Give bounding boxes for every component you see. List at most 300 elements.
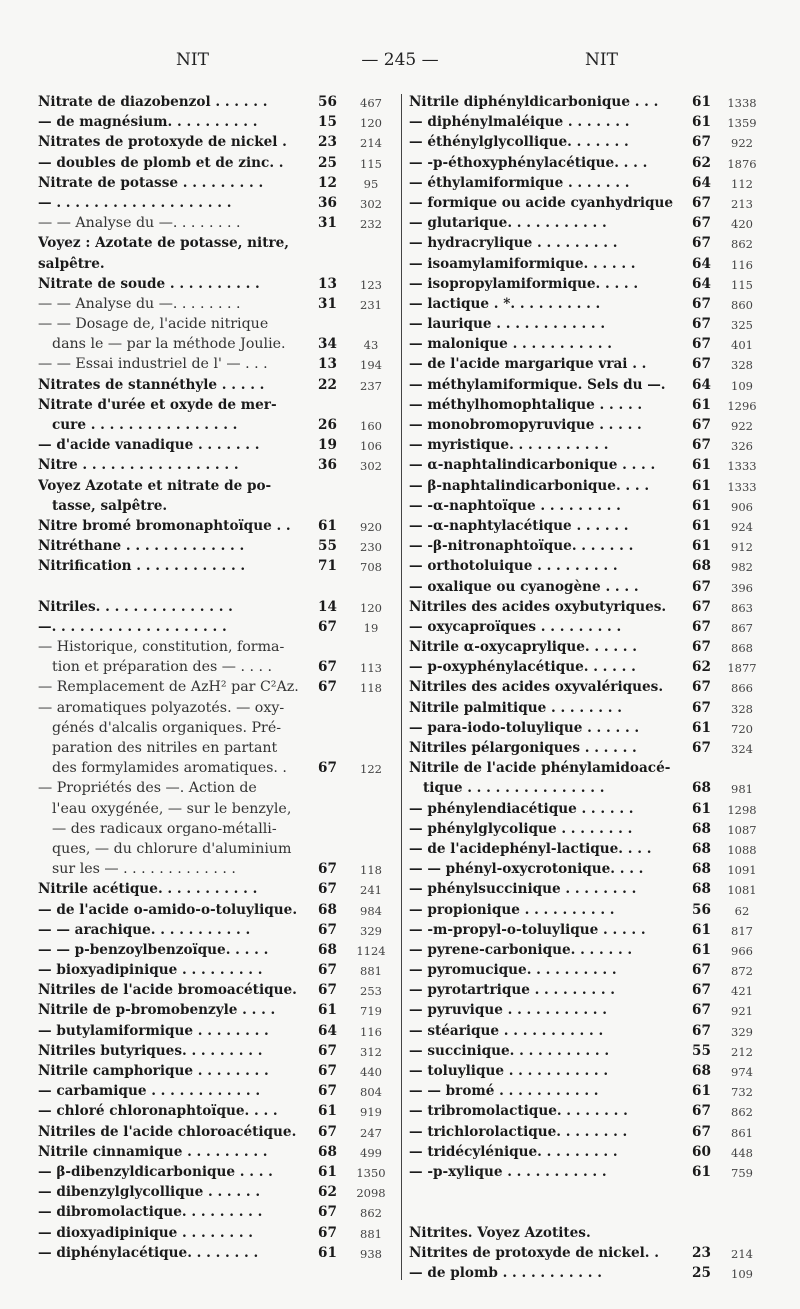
index-entry (409, 778, 765, 798)
index-entry (409, 536, 765, 556)
entry-volume: 55 (692, 1042, 711, 1059)
entry-page: 862 (731, 1105, 753, 1120)
index-entry (38, 536, 403, 556)
entry-page: 62 (734, 903, 750, 918)
index-entry (38, 233, 403, 253)
entry-page: 115 (360, 156, 382, 171)
entry-volume: 67 (692, 316, 711, 333)
index-entry (409, 132, 765, 152)
entry-page: 1091 (727, 863, 757, 878)
index-entry (38, 153, 403, 173)
entry-page: 312 (360, 1044, 382, 1059)
index-entry (409, 294, 765, 314)
entry-text: Nitriles de l'acide bromoacétique. (38, 982, 297, 999)
entry-volume: 68 (318, 901, 337, 918)
entry-volume: 67 (692, 194, 711, 211)
index-entry (409, 1081, 765, 1101)
entry-volume: 67 (318, 1204, 337, 1221)
entry-text: Nitrites de protoxyde de nickel. . (409, 1244, 660, 1261)
index-entry (38, 496, 403, 516)
entry-text: paration des nitriles en partant (52, 740, 278, 756)
entry-page: 759 (731, 1165, 753, 1180)
index-entry (409, 718, 765, 738)
entry-volume: 67 (692, 215, 711, 232)
entry-volume: 68 (692, 558, 711, 575)
entry-text: — laurique . . . . . . . . . . . . (409, 316, 606, 333)
index-entry (38, 435, 403, 455)
entry-page: 868 (731, 641, 753, 656)
entry-text: — — arachique. . . . . . . . . . . (38, 921, 251, 938)
entry-text: Nitriles butyriques. . . . . . . . . (38, 1042, 263, 1059)
entry-page: 981 (731, 782, 753, 797)
entry-volume: 67 (692, 1123, 711, 1140)
entry-text: — dioxyadipinique . . . . . . . . (38, 1224, 254, 1241)
entry-page: 120 (360, 116, 382, 131)
entry-text: Nitrate de soude . . . . . . . . . . (38, 275, 260, 292)
index-entry (409, 738, 765, 758)
entry-text: — isopropylamiformique. . . . . (409, 275, 639, 292)
entry-volume: 67 (318, 1042, 337, 1059)
entry-page: 212 (731, 1044, 753, 1059)
entry-text: sur les — . . . . . . . . . . . . . (52, 861, 236, 878)
entry-volume: 67 (692, 639, 711, 656)
entry-text: — stéarique . . . . . . . . . . . (409, 1022, 604, 1039)
index-entry (38, 395, 403, 415)
entry-volume: 67 (692, 1103, 711, 1120)
entry-page: 862 (360, 1206, 382, 1221)
entry-volume: 67 (318, 1063, 337, 1079)
index-entry (409, 657, 765, 677)
index-entry (38, 294, 403, 314)
entry-text: — isoamylamiformique. . . . . . (409, 255, 636, 272)
index-entry (409, 577, 765, 597)
index-entry (409, 960, 765, 980)
entry-page: 912 (731, 540, 753, 555)
entry-text: — malonique . . . . . . . . . . . (409, 336, 612, 353)
entry-text: tion et préparation des — . . . . (52, 659, 273, 676)
entry-volume: 55 (318, 538, 337, 555)
entry-text: Nitrile camphorique . . . . . . . . (38, 1063, 269, 1079)
index-entry (38, 1041, 403, 1061)
entry-page: 109 (731, 1266, 753, 1281)
entry-volume: 68 (692, 881, 711, 898)
entry-text: — — p-benzoylbenzoïque. . . . . (38, 941, 269, 958)
entry-page: 924 (731, 519, 753, 534)
entry-page: 19 (363, 620, 379, 635)
index-entry (409, 112, 765, 132)
index-entry (409, 1223, 765, 1243)
index-entry (38, 637, 403, 657)
entry-text: ques, — du chlorure d'aluminium (52, 840, 292, 857)
entry-text: — méthylhomophtalique . . . . . (409, 396, 643, 413)
entry-volume: 61 (692, 538, 711, 555)
entry-page: 160 (360, 419, 382, 433)
index-entry (409, 1263, 765, 1283)
index-entry (38, 1243, 403, 1263)
entry-page: 1296 (727, 398, 757, 413)
entry-text: Nitrile acétique. . . . . . . . . . . (38, 881, 258, 898)
index-entry (38, 415, 403, 435)
entry-text: Nitriles de l'acide chloroacétique. (38, 1123, 297, 1140)
entry-text: — phénylsuccinique . . . . . . . . (409, 881, 637, 898)
entry-text: — -α-naphtoïque . . . . . . . . . (409, 497, 621, 514)
entry-text: — lactique . *. . . . . . . . . . (409, 295, 601, 312)
entry-text: — oxycaproïques . . . . . . . . . (409, 618, 622, 635)
entry-text: Nitriles des acides oxybutyriques. (409, 598, 667, 615)
entry-volume: 67 (692, 336, 711, 353)
index-entry (409, 879, 765, 899)
entry-page: 122 (360, 762, 382, 777)
entry-volume: 23 (692, 1244, 711, 1261)
entry-volume: 61 (318, 1103, 337, 1120)
entry-volume: 68 (692, 1063, 711, 1079)
entry-volume: 25 (692, 1264, 711, 1281)
entry-text: génés d'alcalis organiques. Pré- (52, 719, 282, 736)
entry-page: 862 (731, 237, 753, 252)
entry-page: 1298 (727, 802, 757, 817)
index-entry (38, 819, 403, 839)
column-divider (401, 94, 402, 1280)
entry-page: 213 (731, 196, 753, 211)
entry-text: Nitriles des acides oxyvalériques. (409, 679, 664, 696)
index-entry (38, 375, 403, 395)
entry-volume: 68 (318, 1143, 337, 1160)
entry-page: 881 (360, 1226, 382, 1241)
index-entry (38, 173, 403, 193)
entry-page: 112 (731, 176, 753, 191)
index-entry (409, 254, 765, 274)
index-entry (38, 476, 403, 496)
entry-text: — diphénylmaléique . . . . . . . (409, 114, 630, 131)
entry-text: — monobromopyruvique . . . . . (409, 417, 642, 433)
entry-volume: 61 (692, 517, 711, 534)
entry-volume: 56 (692, 901, 711, 918)
index-entry (38, 1162, 403, 1182)
index-entry (409, 213, 765, 233)
index-entry (38, 1182, 403, 1202)
entry-page: 2098 (356, 1186, 386, 1201)
entry-page: 1081 (727, 883, 757, 898)
index-entry (38, 758, 403, 778)
entry-page: 906 (731, 499, 753, 514)
entry-page: 1087 (727, 822, 757, 837)
entry-page: 861 (731, 1125, 753, 1140)
index-entry (409, 799, 765, 819)
index-entry (38, 980, 403, 1000)
entry-volume: 71 (318, 558, 337, 575)
entry-volume: 67 (692, 235, 711, 252)
index-entry (409, 677, 765, 697)
entry-volume: 13 (318, 356, 337, 373)
index-entry (38, 516, 403, 536)
entry-text: — pyruvique . . . . . . . . . . . (409, 1002, 607, 1019)
entry-volume: 34 (318, 336, 337, 353)
entry-text: — bioxyadipinique . . . . . . . . . (38, 962, 263, 979)
entry-page: 118 (360, 681, 382, 696)
index-entry (38, 920, 403, 940)
entry-text: Nitrates de stannéthyle . . . . . (38, 376, 265, 393)
entry-text: — glutarique. . . . . . . . . . . (409, 215, 607, 232)
index-entry (409, 92, 765, 112)
index-entry (38, 334, 403, 354)
entry-page: 123 (360, 277, 382, 292)
index-entry (409, 637, 765, 657)
entry-text: Voyez : Azotate de potasse, nitre, (38, 235, 290, 252)
right-column (409, 92, 765, 1282)
header-right: NIT (585, 50, 618, 70)
page-number: — 245 — (361, 50, 439, 70)
entry-text: — -p-éthoxyphénylacétique. . . . (409, 154, 648, 171)
entry-text: — orthotoluique . . . . . . . . . (409, 558, 618, 575)
entry-volume: 56 (318, 94, 337, 110)
entry-text: — para-iodo-toluylique . . . . . . (409, 719, 640, 736)
index-entry (38, 455, 403, 475)
entry-volume: 67 (318, 659, 337, 676)
entry-text: — α-naphtalindicarbonique . . . . (409, 457, 656, 474)
entry-page: 922 (731, 419, 753, 433)
entry-volume: 67 (692, 356, 711, 373)
entry-volume: 64 (692, 275, 711, 292)
index-entry (409, 1162, 765, 1182)
entry-volume: 67 (318, 1123, 337, 1140)
entry-text: — aromatiques polyazotés. — oxy- (38, 699, 285, 716)
entry-page: 708 (360, 560, 382, 575)
index-entry (38, 92, 403, 112)
entry-text: Nitrites. Voyez Azotites. (409, 1224, 591, 1241)
entry-volume: 62 (318, 1184, 337, 1201)
index-entry (38, 193, 403, 213)
index-entry (38, 254, 403, 274)
entry-text: des formylamides aromatiques. . (52, 760, 287, 777)
entry-text: — — Dosage de, l'acide nitrique (38, 316, 269, 333)
entry-text: Nitrile palmitique . . . . . . . . (409, 699, 622, 716)
entry-volume: 67 (692, 1002, 711, 1019)
index-entry (38, 597, 403, 617)
entry-page: 247 (360, 1125, 382, 1140)
entry-text: — de l'acidephényl-lactique. . . . (409, 840, 652, 857)
index-entry (409, 556, 765, 576)
entry-text: — — Essai industriel de l' — . . . (38, 356, 268, 373)
entry-volume: 67 (318, 921, 337, 938)
entry-page: 95 (363, 176, 379, 191)
entry-page: 1124 (356, 943, 386, 958)
entry-page: 420 (731, 217, 753, 232)
entry-text: — hydracrylique . . . . . . . . . (409, 235, 618, 252)
entry-text: — de magnésium. . . . . . . . . . (38, 114, 258, 131)
entry-page: 328 (731, 701, 753, 716)
index-entry (409, 334, 765, 354)
entry-volume: 67 (692, 295, 711, 312)
entry-text: — — Analyse du —. . . . . . . . (38, 295, 241, 312)
entry-text: — Propriétés des —. Action de (38, 780, 257, 797)
entry-volume: 61 (318, 1002, 337, 1019)
entry-page: 448 (731, 1145, 753, 1160)
entry-text: — diphénylacétique. . . . . . . . (38, 1244, 259, 1261)
entry-text: — -m-propyl-o-toluylique . . . . . (409, 921, 646, 938)
index-entry (409, 415, 765, 435)
index-entry (38, 677, 403, 697)
entry-text: — chloré chloronaphtoïque. . . . (38, 1103, 278, 1120)
entry-text: dans le — par la méthode Joulie. (52, 336, 286, 353)
entry-text: Nitrate de potasse . . . . . . . . . (38, 174, 264, 191)
entry-text: — succinique. . . . . . . . . . . (409, 1042, 610, 1059)
index-entry (38, 960, 403, 980)
entry-page: 1338 (727, 96, 757, 110)
entry-volume: 60 (692, 1143, 711, 1160)
entry-volume: 67 (318, 861, 337, 878)
entry-text: — — bromé . . . . . . . . . . . (409, 1083, 599, 1100)
entry-text: — oxalique ou cyanogène . . . . (409, 578, 639, 595)
index-entry (409, 597, 765, 617)
entry-volume: 67 (692, 598, 711, 615)
index-entry (409, 173, 765, 193)
index-entry (409, 1041, 765, 1061)
entry-text: Nitrile de l'acide phénylamidoacé- (409, 760, 671, 777)
header-left: NIT (176, 50, 209, 70)
entry-volume: 67 (318, 881, 337, 898)
entry-text: — -α-naphtylacétique . . . . . . (409, 517, 629, 534)
entry-text: — tribromolactique. . . . . . . . (409, 1103, 628, 1120)
index-entry (409, 153, 765, 173)
entry-page: 984 (360, 903, 382, 918)
entry-page: 120 (360, 600, 382, 615)
entry-volume: 67 (318, 679, 337, 696)
entry-page: 325 (731, 318, 753, 333)
entry-text: Nitrile diphényldicarbonique . . . (409, 94, 659, 110)
entry-volume: 61 (692, 396, 711, 413)
entry-text: Nitriles. . . . . . . . . . . . . . . (38, 598, 233, 615)
entry-page: 118 (360, 863, 382, 878)
entry-volume: 36 (318, 194, 337, 211)
entry-page: 720 (731, 721, 753, 736)
entry-page: 1333 (727, 459, 757, 474)
index-entry (409, 698, 765, 718)
entry-text: — pyrotartrique . . . . . . . . . (409, 982, 616, 999)
index-entry (409, 617, 765, 637)
index-entry (409, 395, 765, 415)
entry-text: Nitrile de p-bromobenzyle . . . . (38, 1002, 276, 1019)
entry-text: — propionique . . . . . . . . . . (409, 901, 615, 918)
entry-volume: 36 (318, 457, 337, 474)
entry-volume: 64 (692, 255, 711, 272)
entry-text: — Historique, constitution, forma- (38, 639, 285, 656)
entry-page: 860 (731, 297, 753, 312)
index-entry (38, 213, 403, 233)
entry-page: 329 (360, 923, 382, 938)
index-entry (409, 375, 765, 395)
entry-page: 109 (731, 378, 753, 393)
entry-page: 241 (360, 883, 382, 898)
entry-volume: 62 (692, 154, 711, 171)
entry-text: Voyez Azotate et nitrate de po- (38, 477, 272, 494)
entry-text: Nitrile α-oxycaprylique. . . . . . (409, 639, 637, 656)
entry-page: 253 (360, 984, 382, 999)
entry-text: tique . . . . . . . . . . . . . . . (423, 780, 605, 797)
entry-page: 116 (360, 1024, 382, 1039)
index-entry (409, 193, 765, 213)
entry-text: Nitrates de protoxyde de nickel . (38, 134, 287, 151)
entry-page: 194 (360, 358, 382, 373)
entry-text: salpêtre. (38, 255, 105, 272)
blank-line (409, 1182, 765, 1202)
index-entry (38, 718, 403, 738)
index-entry (38, 274, 403, 294)
entry-volume: 67 (692, 982, 711, 999)
index-entry (409, 758, 765, 778)
entry-volume: 61 (692, 719, 711, 736)
index-entry (38, 1202, 403, 1222)
index-entry (409, 496, 765, 516)
entry-volume: 26 (318, 417, 337, 433)
entry-volume: 61 (692, 921, 711, 938)
entry-text: cure . . . . . . . . . . . . . . . . (52, 417, 238, 433)
entry-text: — — phényl-oxycrotonique. . . . (409, 861, 644, 878)
index-entry (38, 1223, 403, 1243)
entry-page: 982 (731, 560, 753, 575)
left-column (38, 92, 403, 1282)
entry-volume: 61 (318, 1244, 337, 1261)
entry-text: — de l'acide o-amido-o-toluylique. (38, 901, 298, 918)
index-entry (409, 1122, 765, 1142)
index-entry (409, 476, 765, 496)
entry-page: 1876 (727, 156, 757, 171)
entry-text: — de plomb . . . . . . . . . . . (409, 1264, 602, 1281)
entry-text: — toluylique . . . . . . . . . . . (409, 1063, 609, 1079)
entry-page: 232 (360, 217, 382, 232)
entry-volume: 67 (692, 679, 711, 696)
index-entry (38, 617, 403, 637)
entry-page: 938 (360, 1246, 382, 1261)
entry-text: — pyrene-carbonique. . . . . . . (409, 941, 633, 958)
entry-volume: 61 (318, 1163, 337, 1180)
entry-volume: 68 (692, 820, 711, 837)
entry-text: — β-dibenzyldicarbonique . . . . (38, 1163, 273, 1180)
entry-volume: 22 (318, 376, 337, 393)
index-entry (409, 1021, 765, 1041)
index-entry (409, 920, 765, 940)
index-entry (409, 274, 765, 294)
entry-volume: 67 (318, 962, 337, 979)
entry-page: 302 (360, 459, 382, 474)
index-entry (409, 1061, 765, 1081)
entry-volume: 61 (692, 1083, 711, 1100)
entry-text: — des radicaux organo-métalli- (52, 820, 277, 837)
entry-page: 214 (360, 136, 382, 151)
entry-volume: 23 (318, 134, 337, 151)
entry-text: l'eau oxygénée, — sur le benzyle, (52, 800, 292, 817)
index-entry (409, 455, 765, 475)
entry-volume: 64 (318, 1022, 337, 1039)
entry-page: 1088 (727, 842, 757, 857)
entry-text: — phénylglycolique . . . . . . . . (409, 820, 633, 837)
index-entry (38, 778, 403, 798)
entry-page: 324 (731, 742, 753, 756)
entry-page: 329 (731, 1024, 753, 1039)
index-entry (38, 1000, 403, 1020)
entry-volume: 31 (318, 295, 337, 312)
entry-page: 866 (731, 681, 753, 696)
entry-volume: 12 (318, 174, 337, 191)
entry-text: Nitrate d'urée et oxyde de mer- (38, 396, 277, 413)
entry-text: Nitre bromé bromonaphtoïque . . (38, 517, 291, 534)
index-entry (409, 1101, 765, 1121)
entry-page: 328 (731, 358, 753, 373)
entry-page: 467 (360, 96, 382, 110)
entry-page: 1877 (727, 661, 757, 676)
index-entry (409, 1142, 765, 1162)
index-entry (38, 354, 403, 374)
entry-volume: 61 (318, 517, 337, 534)
